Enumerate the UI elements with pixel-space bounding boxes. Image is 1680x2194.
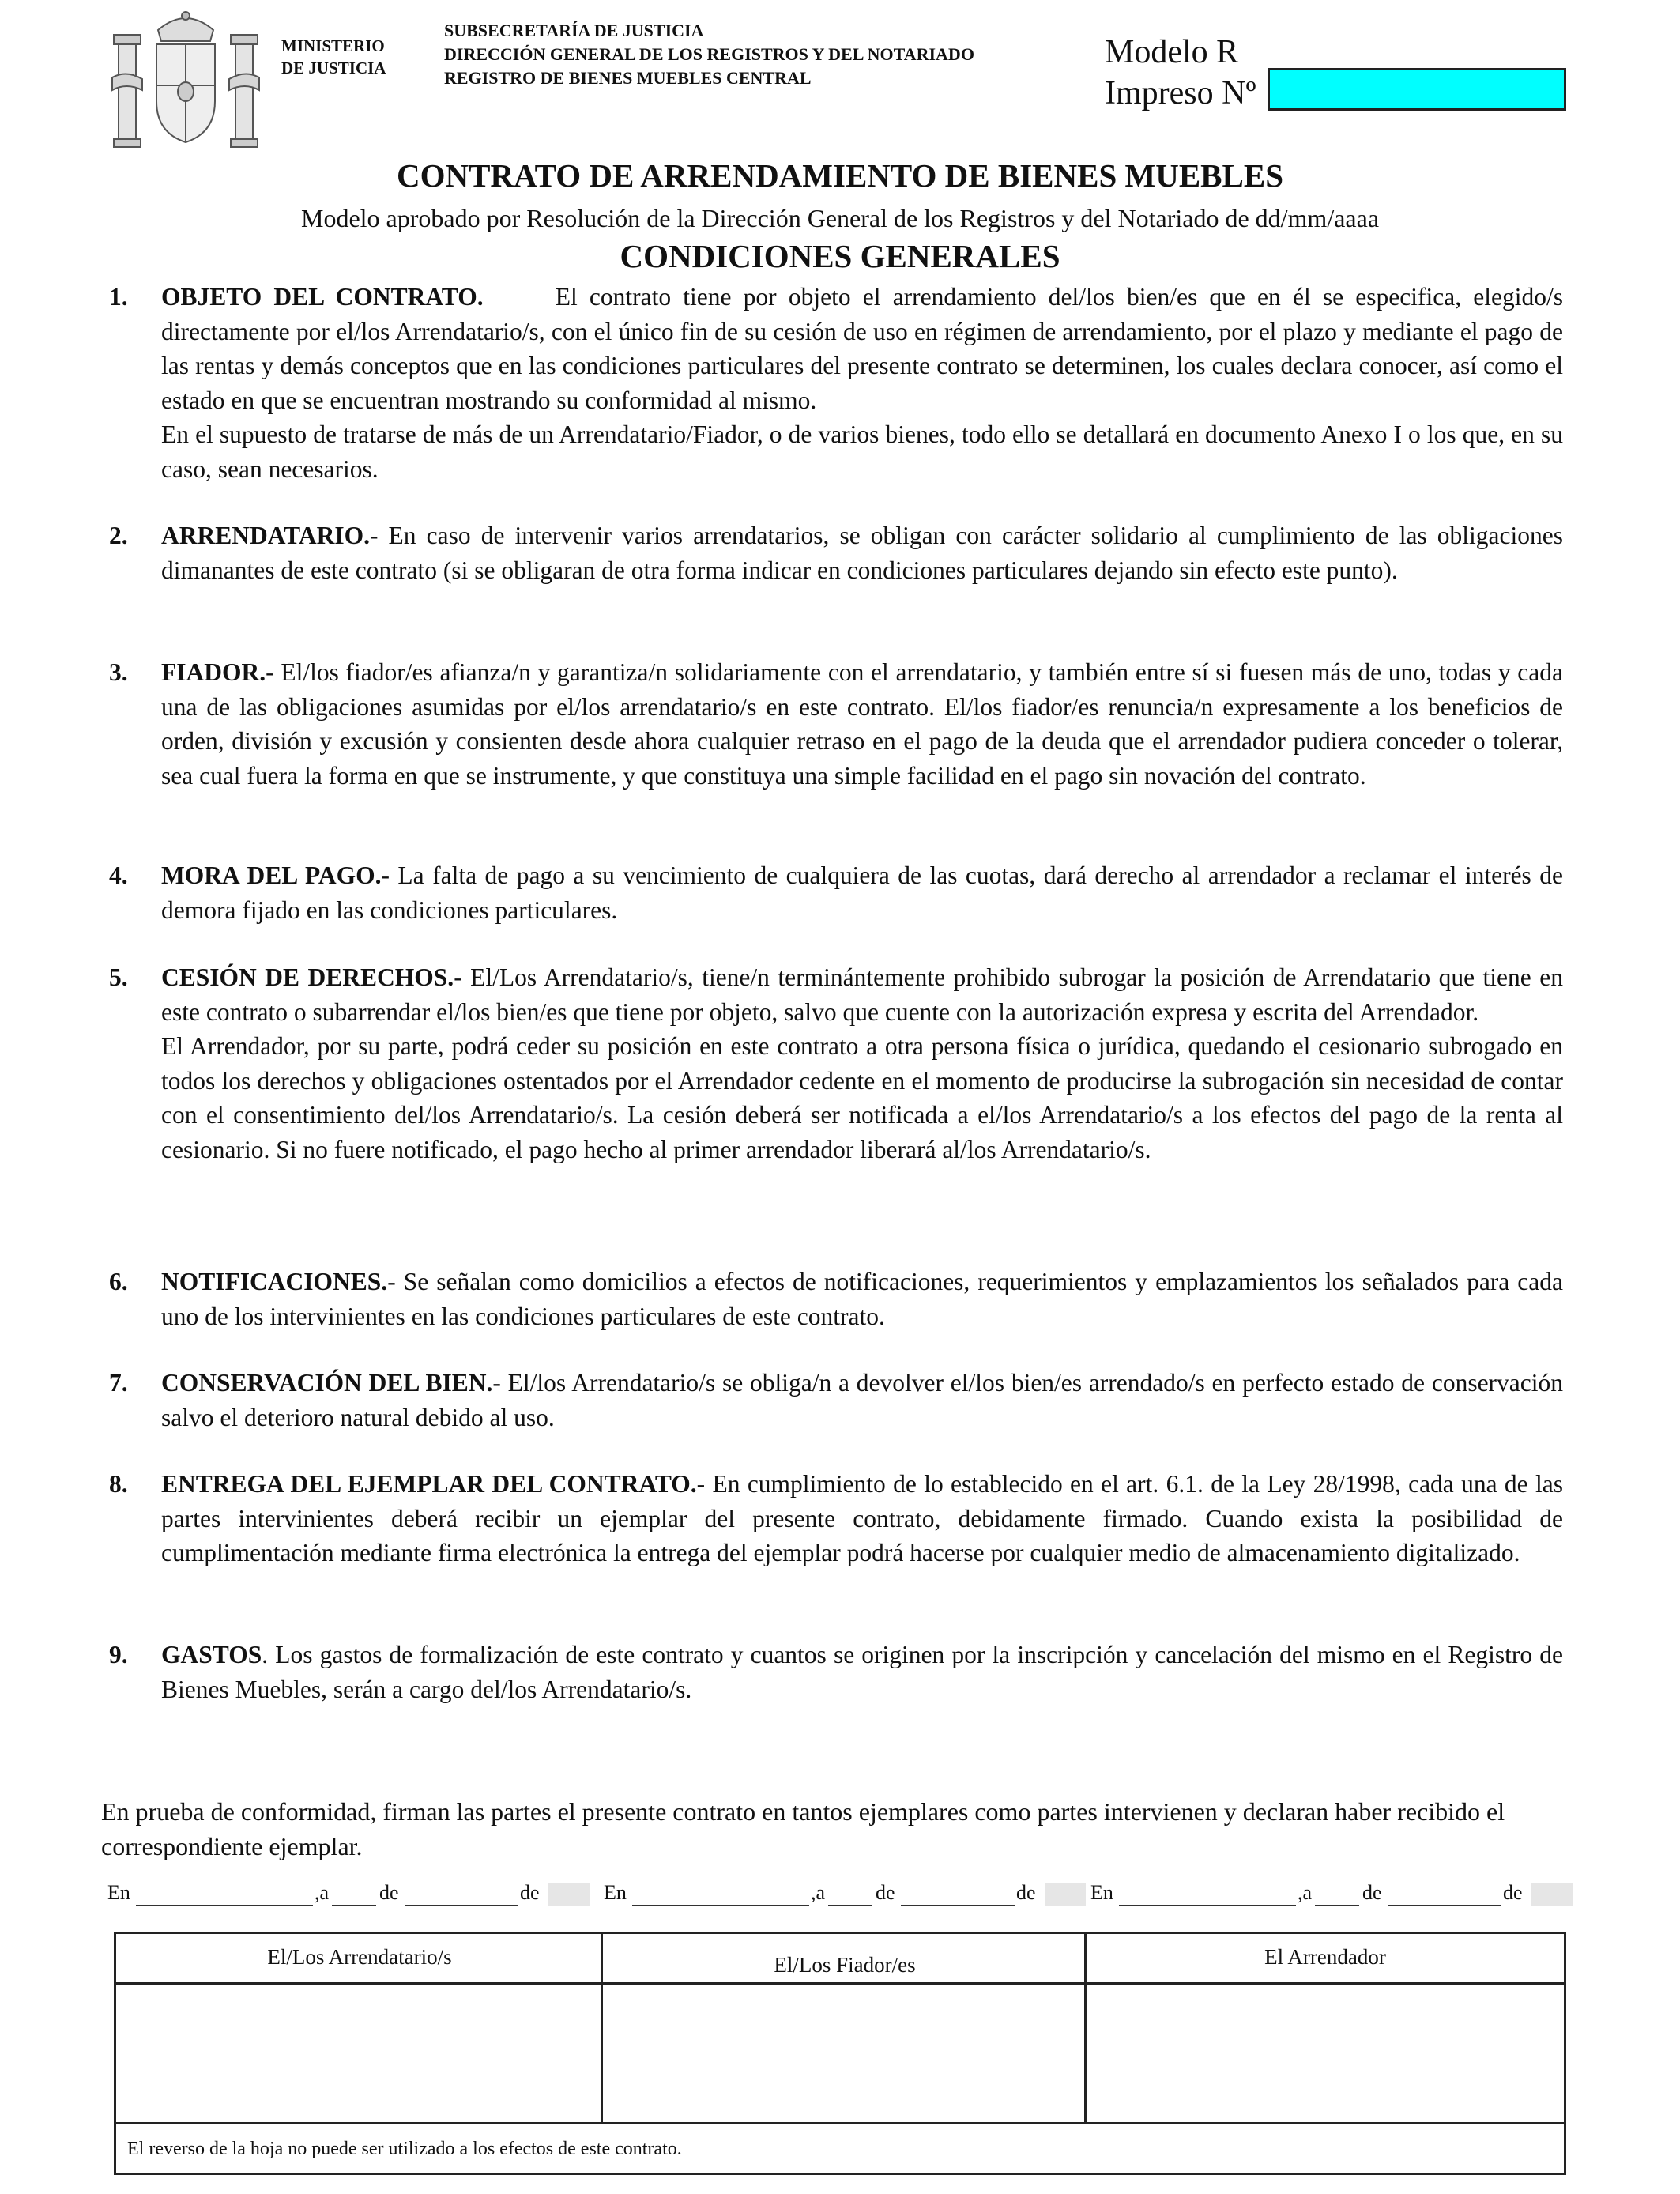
issuing-bodies xyxy=(444,19,974,90)
year-label: de xyxy=(1503,1881,1523,1904)
clause-number: 1. xyxy=(109,283,128,311)
clause-4 xyxy=(109,858,1563,927)
document-subtitle: Modelo aprobado por Resolución de la Dirección General de los Registros y del Notariado de dd/mm/aaaa xyxy=(300,204,1380,232)
clause-text: - El/los fiador/es afianza/n y garantiza/n solidariamente con el arrendatario, y también entre sí si fuesen más de uno, todas y cada una de las obligaciones asumidas por el/los arrendatario/s en este contrato. El/los fiador/es renuncia/n expresamente a los beneficios de orden, división y excusión y consienten desde ahora cualquier retraso en el pago de la deuda que el arrendador pudiera conceder o tolerar, sea cual fuera la forma en que se instrumente, y que constituya una simple facilidad en el pago sin novación del contrato. xyxy=(161,658,1563,790)
year-label: de xyxy=(520,1881,540,1904)
form-model-label: Modelo R xyxy=(1105,34,1239,70)
clause-text: - En caso de intervenir varios arrendatarios, se obligan con carácter solidario al cumplimiento de las obligaciones dimanantes de este contrato (si se obligaran de otra forma indicar en condiciones particulares dejando sin efecto este punto). xyxy=(161,522,1563,584)
signature-box-arrendatario[interactable] xyxy=(116,1985,603,2122)
ministry-line-1: MINISTERIO xyxy=(281,36,385,55)
form-number-field[interactable] xyxy=(1268,68,1566,111)
place-label: En xyxy=(1090,1881,1113,1904)
conformity-statement: En prueba de conformidad, firman las partes el presente contrato en tantos ejemplares como partes intervienen y declaran haber recibido el correspondiente ejemplar. xyxy=(101,1797,1505,1860)
clause-1 xyxy=(109,280,1563,486)
clause-number: 9. xyxy=(109,1641,128,1668)
place-field-arrendatario[interactable] xyxy=(136,1905,313,1906)
clause-heading: CESIÓN DE DERECHOS. xyxy=(161,963,454,991)
clause-heading: ENTREGA DEL EJEMPLAR DEL CONTRATO. xyxy=(161,1470,697,1498)
day-label: ,a xyxy=(315,1881,330,1904)
year-label: de xyxy=(1016,1881,1036,1904)
day-label: ,a xyxy=(1298,1881,1313,1904)
clause-heading: OBJETO DEL CONTRATO. xyxy=(161,283,484,311)
clause-heading: NOTIFICACIONES. xyxy=(161,1268,388,1295)
form-number-label: Impreso Nº xyxy=(1105,75,1256,111)
clause-number: 3. xyxy=(109,658,128,686)
clause-2 xyxy=(109,518,1563,587)
month-label: de xyxy=(379,1881,399,1904)
ministry-name xyxy=(281,35,386,79)
table-divider xyxy=(601,1934,603,2122)
place-field-arrendador[interactable] xyxy=(1119,1905,1296,1906)
clause-heading: MORA DEL PAGO. xyxy=(161,861,382,889)
clause-heading: FIADOR. xyxy=(161,658,266,686)
clause-number: 7. xyxy=(109,1369,128,1397)
month-field-arrendatario[interactable] xyxy=(405,1905,518,1906)
clause-8 xyxy=(109,1467,1563,1570)
place-label: En xyxy=(107,1881,130,1904)
month-label: de xyxy=(876,1881,895,1904)
clause-extra: El Arrendador, por su parte, podrá ceder su posición en este contrato a otra persona física o jurídica, quedando el cesionario subrogado en todos los derechos y obligaciones ostentados por el Arrendador cedente en el momento de producirse la subrogación sin necesidad de contar con el consentimiento del/los Arrendatario/s. La cesión deberá ser notificada a el/los Arrendatario/s a los efectos del pago de la renta al cesionario. Si no fuere notificado, el pago hecho al primer arrendador liberará al/los Arrendatario/s. xyxy=(161,1032,1563,1163)
signature-header-fiador: El/Los Fiador/es xyxy=(603,1934,1087,1985)
signature-box-fiador[interactable] xyxy=(603,1985,1087,2122)
clause-number: 2. xyxy=(109,522,128,549)
clause-number: 6. xyxy=(109,1268,128,1295)
place-date-row xyxy=(0,1881,1680,1913)
clause-9 xyxy=(109,1638,1563,1706)
day-field-arrendador[interactable] xyxy=(1315,1905,1359,1906)
clause-number: 5. xyxy=(109,963,128,991)
month-field-fiador[interactable] xyxy=(901,1905,1015,1906)
clause-number: 4. xyxy=(109,861,128,889)
coat-of-arms-logo xyxy=(111,6,261,150)
section-title: CONDICIONES GENERALES xyxy=(620,238,1060,274)
day-field-fiador[interactable] xyxy=(828,1905,872,1906)
issuer-line-1: SUBSECRETARÍA DE JUSTICIA xyxy=(444,21,704,40)
footer-note: El reverso de la hoja no puede ser utilizado a los efectos de este contrato. xyxy=(116,2122,1564,2173)
month-field-arrendador[interactable] xyxy=(1388,1905,1501,1906)
year-field-arrendatario[interactable] xyxy=(548,1883,590,1906)
clause-heading: CONSERVACIÓN DEL BIEN. xyxy=(161,1369,493,1397)
clause-text: . Los gastos de formalización de este contrato y cuantos se originen por la inscripción y cancelación del mismo en el Registro de Bienes Muebles, serán a cargo del/los Arrendatario/s. xyxy=(161,1641,1563,1703)
clause-text: - El/Los Arrendatario/s, tiene/n terminántemente prohibido subrogar la posición de Arrendatario que tiene en este contrato o subarrendar el/los bien/es que tiene por objeto, salvo que cuente con la autorización expresa y escrita del Arrendador. xyxy=(161,963,1563,1026)
issuer-line-2: DIRECCIÓN GENERAL DE LOS REGISTROS Y DEL NOTARIADO xyxy=(444,44,974,64)
signature-box-arrendador[interactable] xyxy=(1087,1985,1564,2122)
form-model-block xyxy=(1105,32,1256,114)
day-label: ,a xyxy=(811,1881,826,1904)
clause-3 xyxy=(109,655,1563,793)
clause-5 xyxy=(109,960,1563,1167)
place-field-fiador[interactable] xyxy=(632,1905,809,1906)
table-divider xyxy=(1084,1934,1087,2122)
day-field-arrendatario[interactable] xyxy=(332,1905,376,1906)
signature-header-arrendador: El Arrendador xyxy=(1087,1934,1564,1985)
document-title: CONTRATO DE ARRENDAMIENTO DE BIENES MUEBLES xyxy=(396,157,1284,194)
clause-heading: GASTOS xyxy=(161,1641,262,1668)
year-field-fiador[interactable] xyxy=(1045,1883,1086,1906)
clause-text: - Se señalan como domicilios a efectos de notificaciones, requerimientos y emplazamientos los señalados para cada uno de los intervinientes en las condiciones particulares de este contrato. xyxy=(161,1268,1563,1330)
clause-extra: En el supuesto de tratarse de más de un Arrendatario/Fiador, o de varios bienes, todo ello se detallará en documento Anexo I o los que, en su caso, sean necesarios. xyxy=(161,420,1563,483)
place-label: En xyxy=(604,1881,627,1904)
clause-text: - La falta de pago a su vencimiento de cualquiera de las cuotas, dará derecho al arrendador a reclamar el interés de demora fijado en las condiciones particulares. xyxy=(161,861,1564,924)
year-field-arrendador[interactable] xyxy=(1531,1883,1573,1906)
month-label: de xyxy=(1362,1881,1382,1904)
issuer-line-3: REGISTRO DE BIENES MUEBLES CENTRAL xyxy=(444,68,812,88)
signature-table xyxy=(114,1932,1566,2175)
clause-text: - En cumplimiento de lo establecido en el art. 6.1. de la Ley 28/1998, cada una de las partes intervinientes deberá recibir un ejemplar del presente contrato, debidamente firmado. Cuando exista la posibilidad de cumplimentación mediante firma electrónica la entrega del ejemplar podrá hacerse por cualquier medio de almacenamiento digitalizado. xyxy=(161,1470,1563,1566)
clause-text: El contrato tiene por objeto el arrendamiento del/los bien/es que en él se especifica, elegido/s directamente por el/los Arrendatario/s, con el único fin de su cesión de uso en régimen de arrendamiento, por el plazo y mediante el pago de las rentas y demás conceptos que en las condiciones particulares del presente contrato se determinen, los cuales declara conocer, así como el estado en que se encuentran mostrando su conformidad al mismo. xyxy=(161,283,1563,414)
clause-number: 8. xyxy=(109,1470,128,1498)
clause-7 xyxy=(109,1366,1563,1434)
clause-6 xyxy=(109,1265,1563,1333)
ministry-line-2: DE JUSTICIA xyxy=(281,58,386,77)
signature-header-arrendatario: El/Los Arrendatario/s xyxy=(116,1934,603,1985)
clause-text: - El/los Arrendatario/s se obliga/n a devolver el/los bien/es arrendado/s en perfecto estado de conservación salvo el deterioro natural debido al uso. xyxy=(161,1369,1564,1431)
clause-heading: ARRENDATARIO. xyxy=(161,522,370,549)
